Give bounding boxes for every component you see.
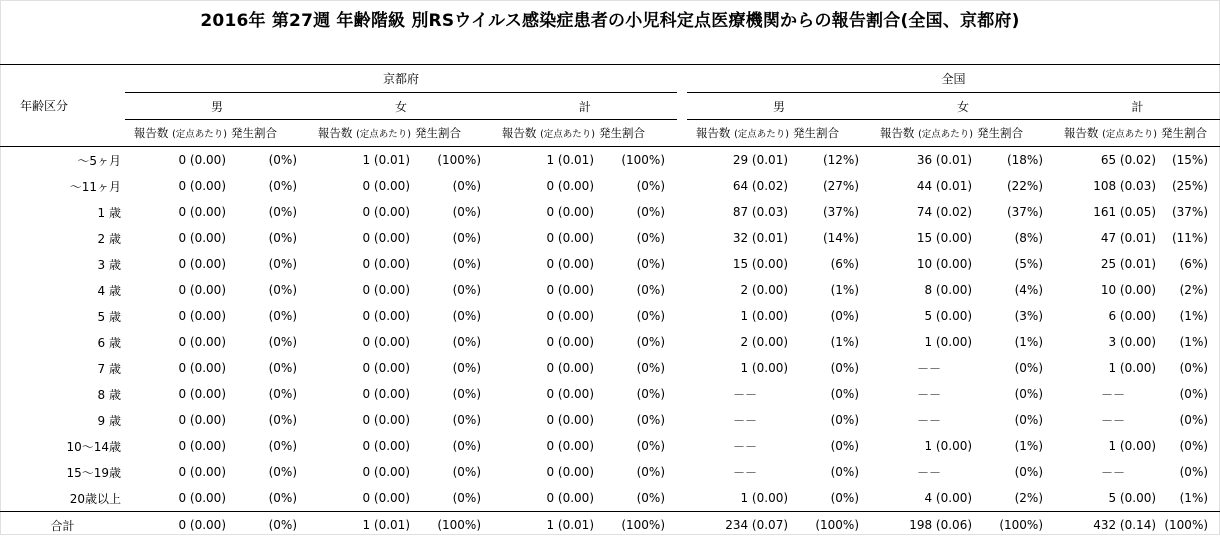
rate-cell: (0%): [229, 173, 309, 199]
col-header-count-label: 報告数: [502, 126, 537, 140]
rate-cell: (4%): [975, 277, 1055, 303]
count-cell: 1 (0.00): [871, 433, 975, 459]
col-header-count-label: 報告数: [696, 126, 731, 140]
region-header-national: 全国: [687, 65, 1220, 93]
count-cell: 1 (0.00): [871, 329, 975, 355]
row-label: 10～14歳: [0, 433, 125, 459]
rate-cell: (0%): [597, 459, 677, 485]
row-label: 1 歳: [0, 199, 125, 225]
row-label: 9 歳: [0, 407, 125, 433]
rate-cell: (0%): [975, 355, 1055, 381]
rate-cell: (11%): [1159, 225, 1220, 251]
rate-cell: (0%): [413, 459, 493, 485]
rate-cell: (0%): [1159, 407, 1220, 433]
row-label: 2 歳: [0, 225, 125, 251]
count-cell: 0 (0.00): [309, 459, 413, 485]
rate-cell: (0%): [1159, 355, 1220, 381]
total-row: [0, 512, 1220, 538]
rate-cell: (100%): [791, 512, 871, 538]
count-cell: 0 (0.00): [309, 173, 413, 199]
row-label: 5 歳: [0, 303, 125, 329]
count-cell: 0 (0.00): [493, 277, 597, 303]
sex-header: 女: [871, 93, 1055, 120]
count-cell: 87 (0.03): [687, 199, 791, 225]
count-cell: －－: [871, 381, 975, 407]
row-label: ～11ヶ月: [0, 173, 125, 199]
rate-cell: (0%): [791, 303, 871, 329]
rate-cell: (0%): [597, 407, 677, 433]
rate-cell: (0%): [229, 303, 309, 329]
count-cell: 1 (0.00): [1055, 355, 1159, 381]
col-header-rate: 発生割合: [413, 120, 493, 147]
table-row: [0, 381, 1220, 407]
col-header-per-site-label: (定点あたり): [734, 129, 789, 140]
col-header-count: [687, 120, 791, 147]
table-row: [0, 329, 1220, 355]
count-cell: 44 (0.01): [871, 173, 975, 199]
count-cell: 65 (0.02): [1055, 147, 1159, 174]
table-row: [0, 173, 1220, 199]
table-row: [0, 407, 1220, 433]
count-cell: 0 (0.00): [125, 381, 229, 407]
count-cell: 161 (0.05): [1055, 199, 1159, 225]
count-cell: －－: [871, 459, 975, 485]
row-label: ～5ヶ月: [0, 147, 125, 174]
col-header-count-label: 報告数: [1064, 126, 1099, 140]
count-cell: －－: [687, 407, 791, 433]
rate-cell: (1%): [791, 329, 871, 355]
count-cell: 0 (0.00): [125, 329, 229, 355]
rate-cell: (0%): [1159, 381, 1220, 407]
table-row: [0, 459, 1220, 485]
rate-cell: (0%): [229, 433, 309, 459]
count-cell: 36 (0.01): [871, 147, 975, 174]
rate-cell: (0%): [413, 303, 493, 329]
rate-cell: (0%): [413, 407, 493, 433]
rate-cell: (0%): [597, 355, 677, 381]
sex-header: 男: [125, 93, 309, 120]
count-cell: 108 (0.03): [1055, 173, 1159, 199]
rate-cell: (0%): [229, 485, 309, 512]
count-cell: 0 (0.00): [125, 433, 229, 459]
count-cell: 8 (0.00): [871, 277, 975, 303]
count-cell: 0 (0.00): [493, 381, 597, 407]
col-header-count: [1055, 120, 1159, 147]
rate-cell: (0%): [229, 381, 309, 407]
count-cell: 0 (0.00): [493, 407, 597, 433]
rate-cell: (27%): [791, 173, 871, 199]
rate-cell: (0%): [597, 433, 677, 459]
rate-cell: (0%): [413, 355, 493, 381]
rate-cell: (0%): [597, 485, 677, 512]
rate-cell: (0%): [791, 485, 871, 512]
rate-cell: (1%): [1159, 329, 1220, 355]
region-header-kyoto: 京都府: [125, 65, 677, 93]
rate-cell: (0%): [413, 485, 493, 512]
sex-header: 計: [493, 93, 677, 120]
col-header-count: [493, 120, 597, 147]
count-cell: 0 (0.00): [125, 277, 229, 303]
rate-cell: (0%): [413, 225, 493, 251]
col-header-per-site-label: (定点あたり): [1102, 129, 1157, 140]
rate-cell: (0%): [597, 173, 677, 199]
rate-cell: (0%): [597, 277, 677, 303]
count-cell: 0 (0.00): [309, 381, 413, 407]
col-header-rate: 発生割合: [975, 120, 1055, 147]
count-cell: －－: [871, 355, 975, 381]
count-cell: 0 (0.00): [309, 277, 413, 303]
count-cell: 0 (0.00): [309, 251, 413, 277]
count-cell: －－: [1055, 381, 1159, 407]
row-label: 6 歳: [0, 329, 125, 355]
rate-cell: (6%): [1159, 251, 1220, 277]
rate-cell: (0%): [413, 381, 493, 407]
count-cell: 15 (0.00): [871, 225, 975, 251]
count-cell: 0 (0.00): [493, 251, 597, 277]
count-cell: 0 (0.00): [493, 459, 597, 485]
rate-cell: (0%): [791, 433, 871, 459]
rate-cell: (2%): [975, 485, 1055, 512]
rate-cell: (0%): [597, 251, 677, 277]
row-label: 3 歳: [0, 251, 125, 277]
rate-cell: (0%): [229, 407, 309, 433]
count-cell: 1 (0.00): [1055, 433, 1159, 459]
col-header-count-label: 報告数: [134, 126, 169, 140]
count-cell: 1 (0.00): [687, 485, 791, 512]
count-cell: 0 (0.00): [309, 355, 413, 381]
count-cell: 0 (0.00): [125, 407, 229, 433]
rate-cell: (100%): [597, 512, 677, 538]
rate-cell: (100%): [597, 147, 677, 174]
rate-cell: (100%): [413, 147, 493, 174]
col-header-per-site-label: (定点あたり): [540, 129, 595, 140]
rate-cell: (22%): [975, 173, 1055, 199]
count-cell: 0 (0.00): [309, 303, 413, 329]
count-cell: 0 (0.00): [125, 303, 229, 329]
rate-cell: (37%): [1159, 199, 1220, 225]
rate-cell: (0%): [597, 303, 677, 329]
count-cell: 0 (0.00): [125, 485, 229, 512]
col-header-rate: 発生割合: [791, 120, 871, 147]
count-cell: 0 (0.00): [493, 199, 597, 225]
col-header-per-site-label: (定点あたり): [172, 129, 227, 140]
col-header-rate: 発生割合: [229, 120, 309, 147]
count-cell: 0 (0.00): [125, 225, 229, 251]
table-row: [0, 147, 1220, 174]
col-header-count-label: 報告数: [318, 126, 353, 140]
rate-cell: (25%): [1159, 173, 1220, 199]
col-header-count-label: 報告数: [880, 126, 915, 140]
table-row: [0, 485, 1220, 512]
col-header-rate: 発生割合: [1159, 120, 1220, 147]
table-row: [0, 251, 1220, 277]
count-cell: 432 (0.14): [1055, 512, 1159, 538]
count-cell: －－: [687, 433, 791, 459]
count-cell: 0 (0.00): [493, 329, 597, 355]
page-title: 2016年 第27週 年齢階級 別RSウイルス感染症患者の小児科定点医療機関からの報告割合(全国、京都府): [0, 6, 1220, 31]
count-cell: 0 (0.00): [309, 199, 413, 225]
count-cell: 0 (0.00): [125, 512, 229, 538]
count-cell: 3 (0.00): [1055, 329, 1159, 355]
count-cell: 0 (0.00): [493, 485, 597, 512]
table-row: [0, 199, 1220, 225]
table-row: [0, 433, 1220, 459]
sex-header: 男: [687, 93, 871, 120]
table-row: [0, 303, 1220, 329]
rate-cell: (1%): [1159, 485, 1220, 512]
count-cell: 0 (0.00): [493, 173, 597, 199]
count-cell: 1 (0.00): [687, 303, 791, 329]
row-label: 4 歳: [0, 277, 125, 303]
count-cell: 25 (0.01): [1055, 251, 1159, 277]
rate-cell: (0%): [597, 199, 677, 225]
rate-cell: (0%): [791, 355, 871, 381]
count-cell: 0 (0.00): [125, 173, 229, 199]
rate-cell: (0%): [597, 225, 677, 251]
count-cell: 1 (0.01): [309, 147, 413, 174]
rate-cell: (15%): [1159, 147, 1220, 174]
count-cell: －－: [1055, 407, 1159, 433]
row-label: 20歳以上: [0, 485, 125, 512]
col-header-per-site-label: (定点あたり): [356, 129, 411, 140]
col-header-count: [871, 120, 975, 147]
rate-cell: (0%): [413, 173, 493, 199]
rate-cell: (37%): [975, 199, 1055, 225]
rate-cell: (0%): [791, 407, 871, 433]
sex-header: 計: [1055, 93, 1220, 120]
row-label: 合計: [0, 512, 125, 538]
rate-cell: (0%): [597, 329, 677, 355]
count-cell: 64 (0.02): [687, 173, 791, 199]
count-cell: 0 (0.00): [493, 433, 597, 459]
col-header-count: [309, 120, 413, 147]
rate-cell: (1%): [975, 433, 1055, 459]
count-cell: 198 (0.06): [871, 512, 975, 538]
rate-cell: (0%): [791, 459, 871, 485]
count-cell: 10 (0.00): [1055, 277, 1159, 303]
rate-cell: (0%): [1159, 459, 1220, 485]
count-cell: 2 (0.00): [687, 329, 791, 355]
rate-cell: (37%): [791, 199, 871, 225]
count-cell: 234 (0.07): [687, 512, 791, 538]
count-cell: 4 (0.00): [871, 485, 975, 512]
rate-cell: (0%): [229, 512, 309, 538]
count-cell: 1 (0.01): [309, 512, 413, 538]
count-cell: 2 (0.00): [687, 277, 791, 303]
count-cell: 0 (0.00): [125, 199, 229, 225]
rate-cell: (18%): [975, 147, 1055, 174]
rate-cell: (5%): [975, 251, 1055, 277]
rate-cell: (1%): [791, 277, 871, 303]
count-cell: 1 (0.01): [493, 512, 597, 538]
rate-cell: (0%): [413, 277, 493, 303]
count-cell: 74 (0.02): [871, 199, 975, 225]
count-cell: 29 (0.01): [687, 147, 791, 174]
rate-cell: (0%): [229, 329, 309, 355]
count-cell: －－: [687, 381, 791, 407]
count-cell: 0 (0.00): [125, 355, 229, 381]
count-cell: －－: [687, 459, 791, 485]
rate-cell: (100%): [413, 512, 493, 538]
rate-cell: (0%): [1159, 433, 1220, 459]
count-cell: 1 (0.01): [493, 147, 597, 174]
count-cell: 32 (0.01): [687, 225, 791, 251]
rate-cell: (0%): [229, 355, 309, 381]
count-cell: －－: [1055, 459, 1159, 485]
rate-cell: (0%): [791, 381, 871, 407]
rate-cell: (3%): [975, 303, 1055, 329]
row-label: 15～19歳: [0, 459, 125, 485]
rate-cell: (0%): [597, 381, 677, 407]
row-label: 7 歳: [0, 355, 125, 381]
table-row: [0, 277, 1220, 303]
rate-cell: (12%): [791, 147, 871, 174]
rate-cell: (0%): [229, 225, 309, 251]
rate-cell: (0%): [413, 251, 493, 277]
rate-cell: (100%): [1159, 512, 1220, 538]
row-header-label: 年齢区分: [0, 65, 125, 147]
rate-cell: (1%): [1159, 303, 1220, 329]
count-cell: 0 (0.00): [309, 407, 413, 433]
rate-cell: (0%): [975, 381, 1055, 407]
count-cell: 6 (0.00): [1055, 303, 1159, 329]
rate-cell: (0%): [413, 433, 493, 459]
count-cell: 0 (0.00): [125, 147, 229, 174]
rate-cell: (0%): [229, 277, 309, 303]
count-cell: 0 (0.00): [125, 251, 229, 277]
count-cell: 47 (0.01): [1055, 225, 1159, 251]
col-header-rate: 発生割合: [597, 120, 677, 147]
rate-cell: (8%): [975, 225, 1055, 251]
count-cell: 5 (0.00): [871, 303, 975, 329]
count-cell: 0 (0.00): [125, 459, 229, 485]
count-cell: 0 (0.00): [493, 225, 597, 251]
count-cell: 0 (0.00): [309, 433, 413, 459]
count-cell: 0 (0.00): [309, 225, 413, 251]
count-cell: 1 (0.00): [687, 355, 791, 381]
rate-cell: (0%): [229, 147, 309, 174]
rate-cell: (0%): [413, 199, 493, 225]
rate-cell: (100%): [975, 512, 1055, 538]
rate-cell: (2%): [1159, 277, 1220, 303]
count-cell: 5 (0.00): [1055, 485, 1159, 512]
rate-cell: (1%): [975, 329, 1055, 355]
rate-cell: (0%): [229, 199, 309, 225]
count-cell: 10 (0.00): [871, 251, 975, 277]
rate-cell: (0%): [229, 251, 309, 277]
report-table: [0, 64, 1220, 538]
table-row: [0, 225, 1220, 251]
col-header-count: [125, 120, 229, 147]
col-header-per-site-label: (定点あたり): [918, 129, 973, 140]
rate-cell: (0%): [975, 459, 1055, 485]
count-cell: 0 (0.00): [309, 329, 413, 355]
table-row: [0, 355, 1220, 381]
sex-header: 女: [309, 93, 493, 120]
rate-cell: (0%): [229, 459, 309, 485]
count-cell: 0 (0.00): [309, 485, 413, 512]
row-label: 8 歳: [0, 381, 125, 407]
rate-cell: (0%): [975, 407, 1055, 433]
count-cell: 15 (0.00): [687, 251, 791, 277]
rate-cell: (0%): [413, 329, 493, 355]
rate-cell: (14%): [791, 225, 871, 251]
count-cell: 0 (0.00): [493, 355, 597, 381]
count-cell: －－: [871, 407, 975, 433]
count-cell: 0 (0.00): [493, 303, 597, 329]
rate-cell: (6%): [791, 251, 871, 277]
